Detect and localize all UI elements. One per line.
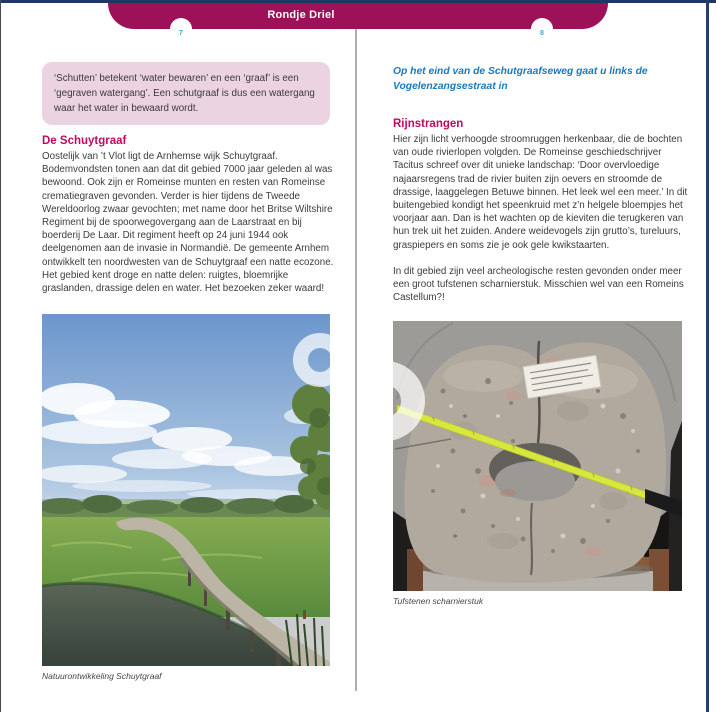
right-body-text-2: In dit gebied zijn veel archeologische resten gevonden onder meer een groot tufstenen scharnierstuk. Misschien wel van een Romeins Castellum?! [393, 265, 684, 304]
route-direction-text: Op het eind van de Schutgraafseweg gaat u links de Vogelenzangsestraat in [393, 66, 648, 92]
left-body-text: Oostelijk van ’t Vlot ligt de Arnhemse wijk Schuytgraaf. Bodemvondsten tonen aan dat dit gebied 7000 jaar geleden al was bewoond. Ook zijn er Romeinse munten en resten van Romeinse crematiegraven gevonden. Verder is hier tijdens de Tweede Wereldoorlog zwaar gevochten; met name door het Britse Wiltshire Regiment bij de spoorwegovergang aan de Laarstraat en bij boerderij De Laar. Dit regiment heeft op 24 juni 1944 ook deelgenomen aan de invasie in Normandië. De gemeente Arnhem ontwikkelt ten noordwesten van de Schuytgraaf een natte ecozone. Het gebied kent droge en natte delen: ruigtes, bloemrijke graslanden, drassige delen en water. Het bezoeken zeker waard! [42, 151, 334, 295]
section-heading-schuytgraaf: De Schuytgraaf [42, 135, 127, 147]
right-page [393, 62, 688, 607]
stone-photo [393, 321, 682, 591]
section-heading-rijnstrangen: Rijnstrangen [393, 118, 464, 130]
left-border-line [0, 0, 1, 712]
right-photo-caption: Tufstenen scharnierstuk [393, 596, 484, 607]
brochure-title: Rondje Driel [267, 9, 335, 21]
right-body-text-1: Hier zijn licht verhoogde stroomruggen herkenbaar, die de bochten van oude rivierlopen volgden. De Romeinse geschiedschrijver Tacitus schreef over dit unieke landschap: ‘Door overvloedige najaarsregens trad de rivier buiten zijn oevers en stroomde de drassige, laaggelegen Betuwe binnen. Het leek wel een meer.’ In dit buitengebied kondigt het speenkruid met z’n helgele bloempjes het voorjaar aan. Dan is het wachten op de kieviten die terugkeren van hun trek uit het zuiden. Andere weidevogels zijn grutto’s, tureluurs, graspiepers en soms zie je ook gele kwikstaarten. [393, 134, 688, 251]
page-gutter-line [355, 3, 357, 691]
right-border-line [706, 0, 709, 712]
left-photo-caption: Natuurontwikkeling Schuytgraaf [42, 671, 162, 682]
left-page [42, 62, 332, 681]
info-box-text: ‘Schutten’ betekent ‘water bewaren’ en een ‘graaf’ is een ‘gegraven watergang’. Een schutgraaf is dus een watergang waar het water in bewaard wordt. [54, 73, 315, 114]
boardwalk-photo [42, 314, 330, 666]
page-number-right: 8 [531, 18, 553, 40]
page-number-left: 7 [170, 18, 192, 40]
info-box [42, 62, 330, 125]
